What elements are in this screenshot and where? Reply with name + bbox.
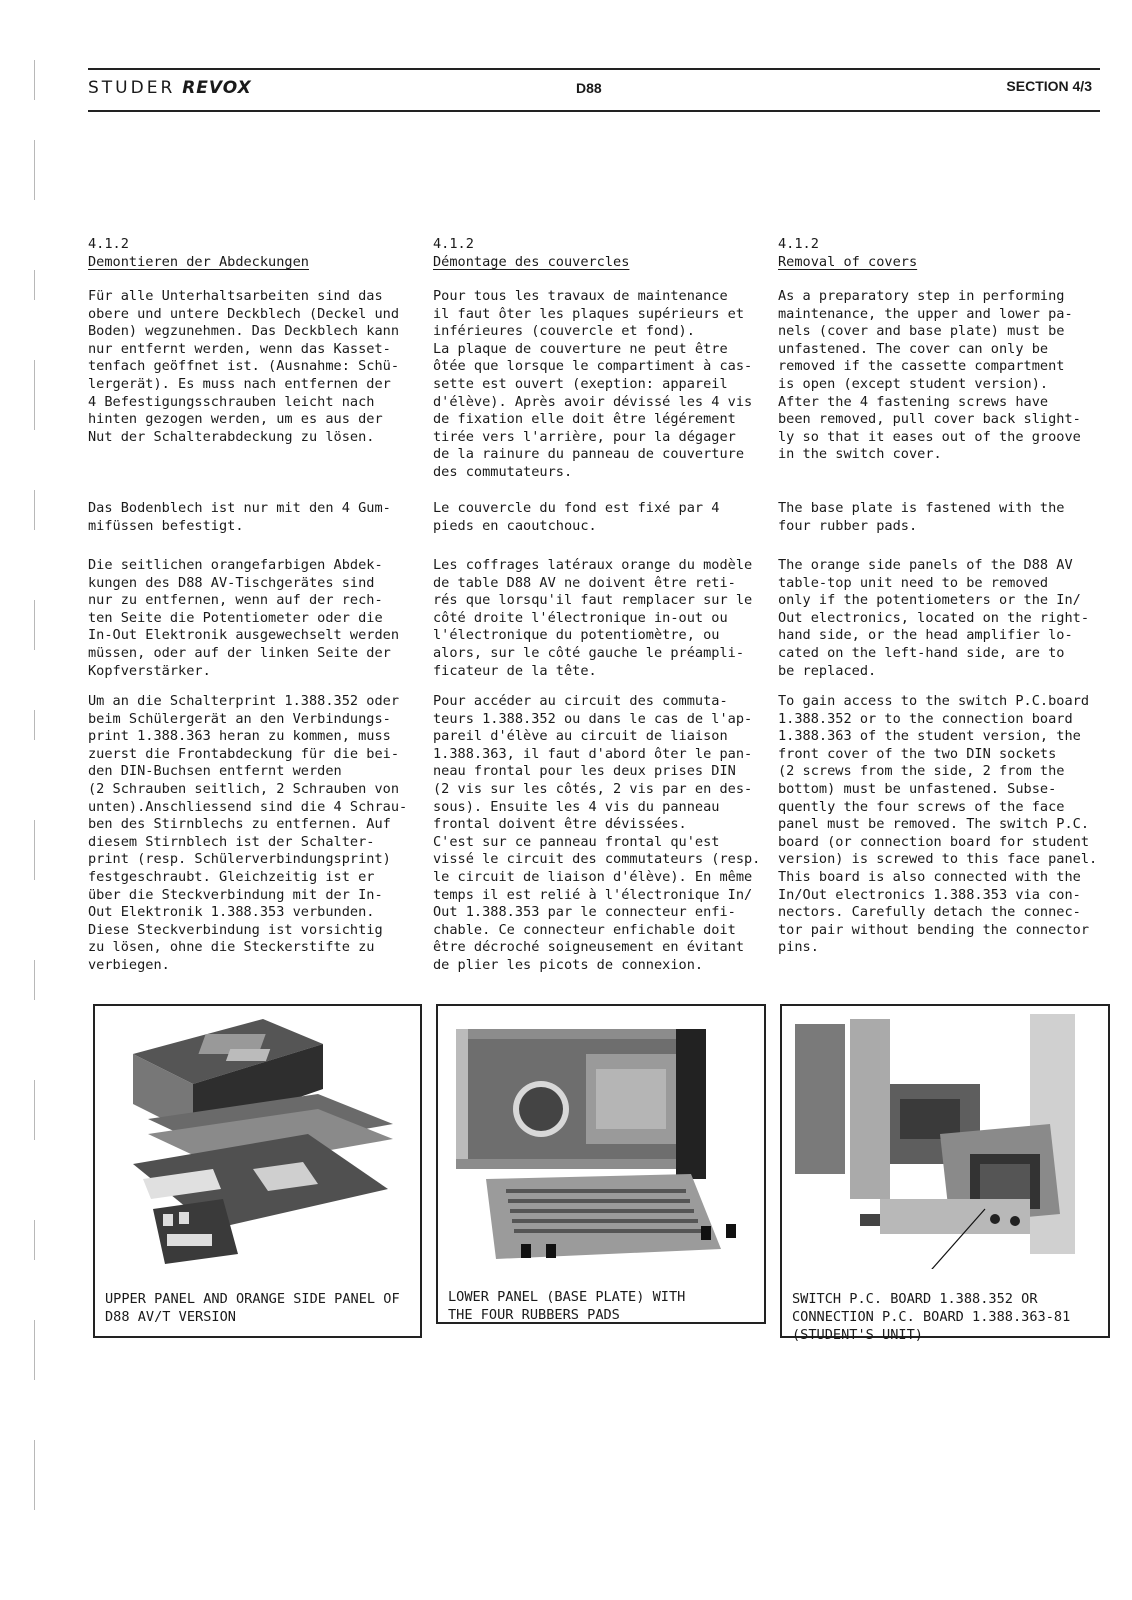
photo-switch-board — [790, 1014, 1096, 1269]
section-heading-de: Demontieren der Abdeckungen — [88, 253, 309, 270]
paragraph-de-4: Um an die Schalterprint 1.388.352 oder beim Schülergerät an den Verbindungs- print 1.388.363 heran zu kommen, muss zuerst die Frontabdeckung für die bei- den DIN-Buchsen entfernt werden (2 Schrauben seitlich, 2 Schrauben von unten).Anschliessend sind die 4 Schrau- ben des Stirnblechs zu entfernen. Auf diesem Stirnblech ist der Schalter- print (resp. Schülerverbindungsprint) festgeschraubt. Gleichzeitig ist er über die Steckverbindung mit der In- Out Elektronik 1.388.353 verbunden. Diese Steckverbindung ist vorsichtig zu lösen, ohne die Steckerstifte zu verbiegen. — [88, 693, 408, 973]
binding-edge-marks — [26, 60, 46, 1560]
paragraph-en-2: The base plate is fastened with the four rubber pads. — [778, 500, 1065, 534]
paragraph-en-1: As a preparatory step in performing maintenance, the upper and lower pa- nels (cover and base plate) must be unfastened. The cover can only be removed if the cassette compartment is open (except student version). After the 4 fastening screws have been removed, pull cover back slight- ly so that it eases out of the groove in the switch cover. — [778, 288, 1081, 463]
section-heading-en: Removal of covers — [778, 253, 918, 270]
logo-revox: REVOX — [182, 78, 252, 98]
german-column — [88, 236, 422, 973]
figure-upper-panel — [93, 1004, 422, 1338]
english-column — [778, 236, 1112, 956]
paragraph-de-1: Für alle Unterhaltsarbeiten sind das obere und untere Deckblech (Deckel und Boden) wegzunehmen. Das Deckblech kann nur entfernt werden, wenn das Kasset- tenfach geöffnet ist. (Ausnahme: Schü- lergerät). Es muss nach entfernen der 4 Befestigungsschrauben leicht nach hinten gezogen werden, um es aus der Nut der Schalterabdeckung zu lösen. — [88, 288, 399, 445]
model-name: D88 — [576, 80, 602, 96]
paragraph-en-4: To gain access to the switch P.C.board 1.388.352 or to the connection board 1.388.363 of the student version, the front cover of the two DIN sockets (2 screws from the side, 2 from the bottom) must be unfastened. Subse- quently the four screws of the face panel must be removed. The switch P.C. board (or connection board for student version) is screwed to this face panel. This board is also connected with the In/Out electronics 1.388.353 via con- nectors. Carefully detach the connec- tor pair without bending the connector pins. — [778, 693, 1098, 956]
section-number-en: 4.1.2 — [778, 236, 819, 252]
paragraph-fr-4: Pour accéder au circuit des commuta- teurs 1.388.352 ou dans le cas de l'ap- pareil d'élève au circuit de liaison 1.388.363, il faut d'abord ôter le pan- neau frontal pour les deux prises DIN (2 vis sur les côtés, 2 vis par en des- sous). Ensuite les 4 vis du panneau frontal doivent être dévissées. C'est sur ce panneau frontal qu'est vissé le circuit des commutateurs (resp. le circuit de liaison d'élève). En même temps il est relié à l'électronique In/ Out 1.388.353 par le connecteur enfi- chable. Ce connecteur enfichable doit être décroché soigneusement en évitant de plier les picots de connexion. — [433, 693, 761, 973]
header-bottom-rule — [88, 110, 1100, 112]
section-number: SECTION 4/3 — [1006, 78, 1092, 94]
paragraph-fr-1: Pour tous les travaux de maintenance il faut ôter les plaques supérieurs et inférieures (couvercle et fond). La plaque de couverture ne peut être ôtée que lorsque le compartiment à cas- sette est ouvert (exeption: appareil d'élève). Après avoir dévissé les 4 vis de fixation elle doit être légérement tirée vers l'arrière, pour la dégager de la rainure du panneau de couverture des commutateurs. — [433, 288, 753, 480]
section-number-de: 4.1.2 — [88, 236, 129, 252]
figure-switch-board — [780, 1004, 1110, 1343]
figure-caption-1: UPPER PANEL AND ORANGE SIDE PANEL OF D88 AV/T VERSION — [105, 1291, 400, 1325]
paragraph-de-2: Das Bodenblech ist nur mit den 4 Gum- mifüssen befestigt. — [88, 500, 391, 534]
section-number-fr: 4.1.2 — [433, 236, 474, 252]
section-heading-fr: Démontage des couvercles — [433, 253, 630, 270]
page-header — [88, 68, 1100, 112]
paragraph-fr-2: Le couvercle du fond est fixé par 4 pieds en caoutchouc. — [433, 500, 720, 534]
figure-caption-3: SWITCH P.C. BOARD 1.388.352 OR CONNECTION P.C. BOARD 1.388.363-81 (STUDENT'S UNIT) — [792, 1291, 1071, 1343]
figure-lower-panel — [436, 1004, 766, 1324]
paragraph-fr-3: Les coffrages latéraux orange du modèle de table D88 AV ne doivent être reti- rés que lorsqu'il faut remplacer sur le côté droite l'électronique in-out ou l'électronique du potentiomètre, ou alors, sur le côté gauche le préampli- ficateur de la tête. — [433, 557, 753, 679]
photo-lower-panel — [446, 1014, 752, 1269]
french-column — [433, 236, 769, 973]
photo-upper-panel — [103, 1014, 408, 1269]
header-top-rule — [88, 68, 1100, 70]
studer-revox-logo — [88, 78, 252, 98]
paragraph-en-3: The orange side panels of the D88 AV table-top unit need to be removed only if the potentiometers or the In/ Out electronics, located on the right- hand side, or the head amplifier lo- cated on the left-hand side, are to be replaced. — [778, 557, 1089, 679]
logo-studer: STUDER — [88, 78, 176, 98]
figure-caption-2: LOWER PANEL (BASE PLATE) WITH THE FOUR RUBBERS PADS — [448, 1289, 686, 1323]
paragraph-de-3: Die seitlichen orangefarbigen Abdek- kungen des D88 AV-Tischgerätes sind nur zu entfernen, wenn auf der rech- ten Seite die Potentiometer oder die In-Out Elektronik ausgewechselt werden müssen, oder auf der linken Seite der Kopfverstärker. — [88, 557, 399, 679]
